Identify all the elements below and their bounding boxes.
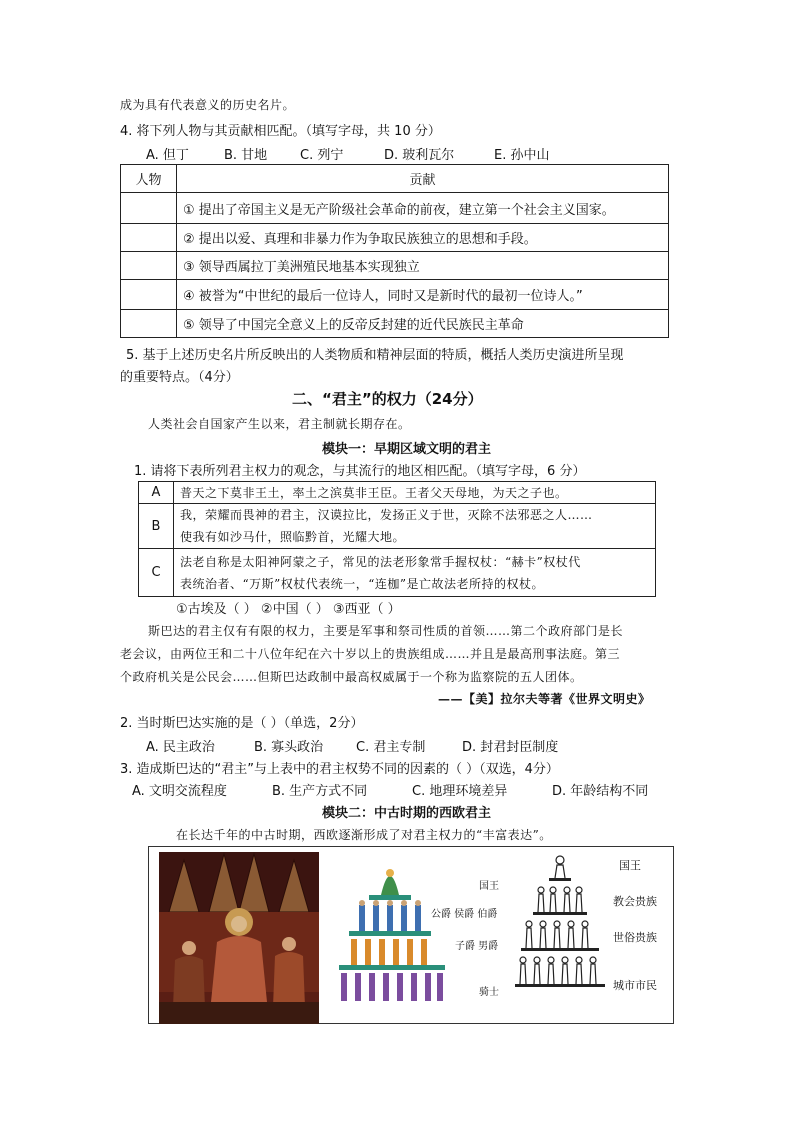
q4-option: A. 但丁 [146,148,189,163]
table-row: ③ 领导西属拉丁美洲殖民地基本实现独立 [177,252,669,280]
table-cell: 普天之下莫非王土，率土之滨莫非王臣。王者父天母地，为天之子也。 [174,482,656,504]
q4-option: D. 玻利瓦尔 [384,148,455,163]
answer-cell[interactable] [121,280,177,310]
q4-stem: 4. 将下列人物与其贡献相匹配。（填写字母，共 10 分） [120,124,441,139]
quote-source: ——【美】拉尔夫等著《世界文明史》 [438,692,651,706]
table-cell [174,504,656,549]
medieval-painting-image [159,852,319,1024]
table-cell [174,549,656,597]
pyramid1-label: 公爵 侯爵 伯爵 [431,909,498,920]
match-line: ①古埃及（ ） ②中国（ ） ③西亚（ ） [176,602,401,617]
pyramid2-label: 教会贵族 [613,895,657,908]
table-header-person: 人物 [121,165,177,193]
table-letter: A [139,482,174,504]
quote-line: 斯巴达的君主仅有有限的权力，主要是军事和祭司性质的首领……第二个政府部门是长 [148,624,624,638]
social-hierarchy-image [511,852,609,1002]
q3-option: B. 生产方式不同 [272,784,368,799]
table-letter: C [139,549,174,597]
q3-option: D. 年龄结构不同 [552,784,649,799]
table-header-contribution: 贡献 [177,165,669,193]
feudal-pyramid-image [329,857,489,1005]
answer-cell[interactable] [121,193,177,224]
pyramid2-label: 城市市民 [613,979,657,992]
q2-stem: 2. 当时斯巴达实施的是（ ）（单选，2分） [120,716,364,731]
table-row: ① 提出了帝国主义是无产阶级社会革命的前夜，建立第一个社会主义国家。 [177,193,669,224]
quote-line: 老会议，由两位王和二十八位年纪在六十岁以上的贵族组成……并且是最高刑事法庭。第三 [120,647,621,661]
table-cell-line: 使我有如沙马什，照临黔首，光耀大地。 [180,530,406,544]
table-cell-line: 法老自称是太阳神阿蒙之子，常见的法老形象常手握权杖：“赫卡”权杖代 [180,554,581,569]
q4-matching-table [120,164,669,338]
table-cell-line: 我，荣耀而畏神的君主，汉谟拉比，发扬正义于世，灭除不法邪恶之人…… [180,508,593,522]
q5-line1: 5. 基于上述历史名片所反映出的人类物质和精神层面的特质，概括人类历史演进所呈现 [126,348,624,363]
module2-intro: 在长达千年的中古时期，西欧逐渐形成了对君主权力的“丰富表达”。 [176,828,552,842]
q4-option: C. 列宁 [300,148,344,163]
table-row: ② 提出以爱、真理和非暴力作为争取民族独立的思想和手段。 [177,224,669,252]
table-cell-line: 表统治者、“万斯”权杖代表统一，“连枷”是亡故法老所持的权杖。 [180,576,545,591]
quote-line: 个政府机关是公民会……但斯巴达政制中最高权威属于一个称为监察院的五人团体。 [120,670,583,684]
q1-stem: 1. 请将下表所列君主权力的观念，与其流行的地区相匹配。（填写字母，6 分） [134,464,586,479]
module1-heading: 模块一：早期区域文明的君主 [322,442,492,457]
q3-option: C. 地理环境差异 [412,784,508,799]
q3-stem: 3. 造成斯巴达的“君主”与上表中的君主权势不同的因素的（ ）（双选，4分） [120,762,559,777]
pyramid1-label: 子爵 男爵 [455,941,499,952]
table-row: ⑤ 领导了中国完全意义上的反帝反封建的近代民族民主革命 [177,310,669,338]
table-row: ④ 被誉为“中世纪的最后一位诗人，同时又是新时代的最初一位诗人。” [177,280,669,310]
answer-cell[interactable] [121,252,177,280]
section-intro: 人类社会自国家产生以来，君主制就长期存在。 [148,417,411,431]
q2-option: D. 封君封臣制度 [462,740,559,755]
answer-cell[interactable] [121,310,177,338]
figure-panel [148,846,674,1024]
pyramid1-label: 国王 [479,881,499,892]
section-title: 二、“君主”的权力（24分） [292,390,483,408]
q2-option: B. 寡头政治 [254,740,324,755]
q4-option: E. 孙中山 [494,148,550,163]
concept-table [138,481,656,597]
q2-option: C. 君主专制 [356,740,426,755]
q2-option: A. 民主政治 [146,740,215,755]
table-letter: B [139,504,174,549]
pyramid2-label: 国王 [619,859,641,872]
intro-line: 成为具有代表意义的历史名片。 [120,98,296,112]
q5-line2: 的重要特点。（4分） [120,370,239,385]
pyramid2-label: 世俗贵族 [613,931,657,944]
q3-option: A. 文明交流程度 [132,784,227,799]
answer-cell[interactable] [121,224,177,252]
q4-option: B. 甘地 [224,148,268,163]
pyramid1-label: 骑士 [479,987,499,998]
module2-heading: 模块二：中古时期的西欧君主 [322,806,492,821]
